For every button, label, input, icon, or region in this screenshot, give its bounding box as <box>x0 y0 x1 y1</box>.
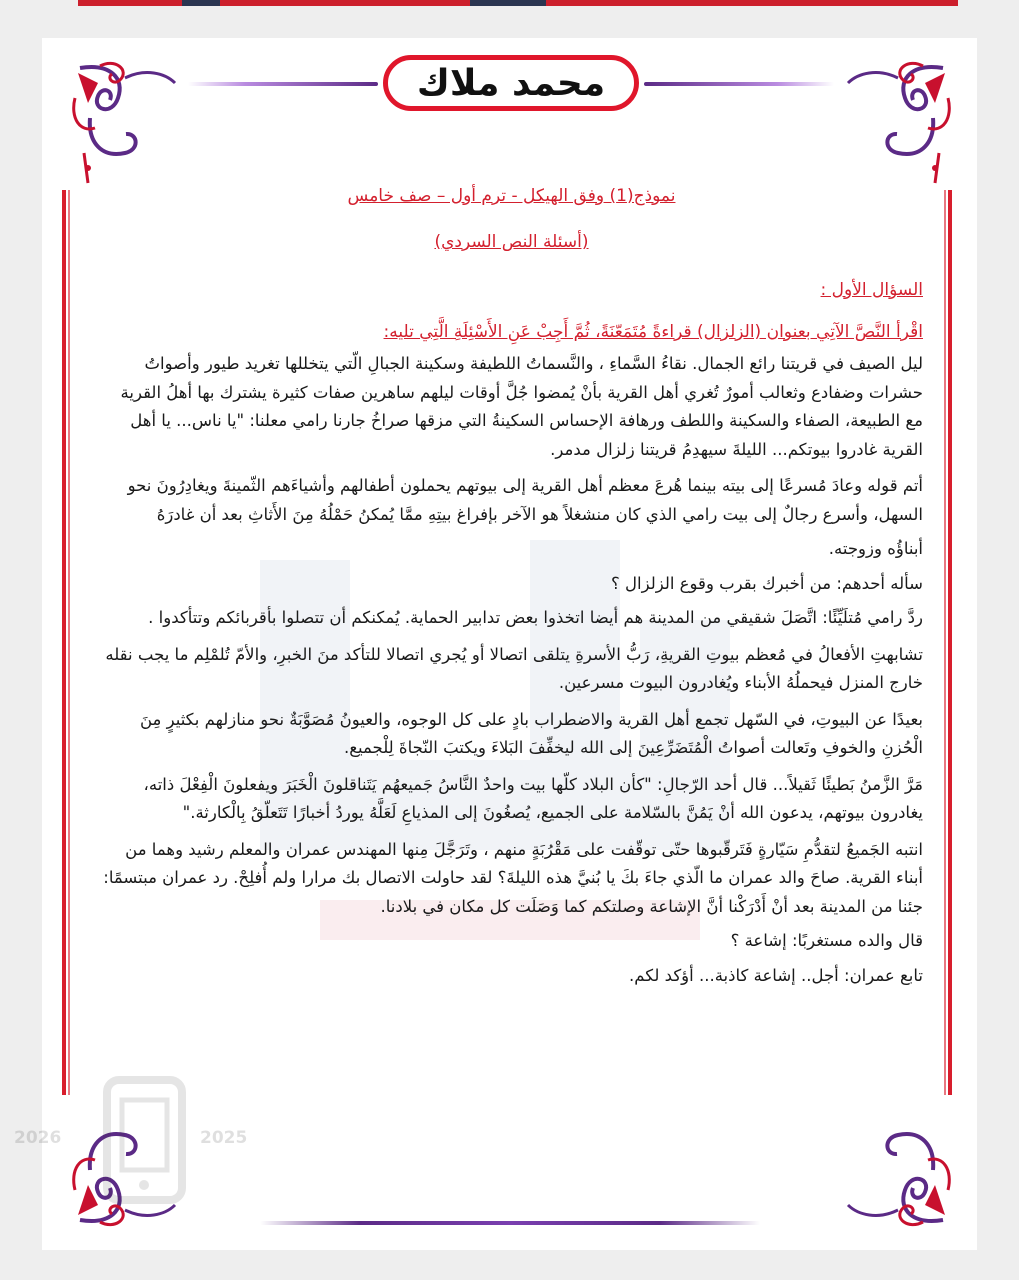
section-heading: (أسئلة النص السردي) <box>434 232 589 252</box>
bottom-right-corner-ornament <box>838 1100 953 1230</box>
frame-right-line <box>948 190 952 1095</box>
browser-top-strip <box>78 0 958 6</box>
model-heading: نموذج(1) وفق الهيكل - ترم أول – صف خامس <box>347 186 676 206</box>
story-paragraph: مَرَّ الزَّمنُ بَطيئًا ثَقيلاً... قال أحد الرّجالِ: "كأن البلاد كلّها بيت واحدٌ النَّاسُ جَميعهُم يَتَناقلونَ الْخَبَرَ ويفعلونَ الْفِعْلَ ذاته، يغادرون بيوتهم، يدعون الله أنْ يَمُنَّ بالسّلامة على الجميع، يُصغُونَ إلى المذياعِ لَعَلَّهُ يوردُ أخبارًا تَتَعلّقُ بِالْكارثة." <box>143 774 923 822</box>
top-right-corner-ornament <box>838 58 953 188</box>
story-paragraph: انتبه الجَميعُ لتقدُّمِ سَيّارةٍ فَتَرقّبوها حتّى توقّفت على مَقْرُبَةٍ منهم ، وتَرَجَّلَ مِنها المهندس عمران والمعلم رشيد وهما من أبناء القرية. صاحَ والد عمران ما الّذي جاءَ بكَ يا بُنيَّ هذه الليلةَ؟ لقد حاولت الاتصال بك مرارا ولم أُفلِحْ. رد عمران مبتسمًا: جئنا من المدينة بعد أنْ أَدْرَكْنا أنَّ الإشاعة وصلتكم كما وَصَلَت كل مكان في بلادنا. <box>103 839 923 916</box>
story-paragraph: قال والده مستغربًا: إشاعة ؟ <box>730 931 923 950</box>
top-left-corner-ornament <box>70 58 185 188</box>
top-strip-dark-segment <box>470 0 546 6</box>
author-name-badge <box>383 55 639 111</box>
story-paragraph: أتم قوله وعادَ مُسرعًا إلى بيته بينما هُرعَ معظم أهل القرية إلى بيوتهم يحملون أطفالهم وأشياءَهم الثّمينةَ ويغادِرُونَ نحو السهل، وأسرع رجالٌ إلى بيت رامي الذي كان منشغلاً هو الآخر بإفراغ بيتِهِ ممَّا يُمكنُ حَمْلُهُ مِنَ الأَثاثِ بعد أن غادرَهُ <box>127 476 923 524</box>
story-paragraph: تشابهتِ الأفعالُ في مُعظم بيوتِ القريةِ، رَبُّ الأسرةِ يتلقى اتصالا أو يُجري اتصالا للتأكد منَ الخبرِ، والأمّ تُلمْلِم ما يجب نقله خارج المنزل فيحملُهُ الأبناء ويُغادرون البيوت مسرعين. <box>105 644 923 692</box>
question-title: السؤال الأول : <box>820 280 923 300</box>
watermark-year-right: 2025 <box>200 1128 248 1148</box>
story-paragraph: سأله أحدهم: من أخبرك بقرب وقوع الزلزال ؟ <box>611 573 923 593</box>
top-left-ornament-line <box>188 82 378 86</box>
story-paragraph: ردَّ رامي مُتلَيِّئًا: اتَّصَلَ شقيقي من المدينة هم أيضا اتخذوا بعض تدابير الحماية. يُمكنكم أن تتصلوا بأقربائكم وتتأكدوا . <box>148 608 923 627</box>
reading-instruction: اقْرأ النَّصَّ الآتِي بعنوان (الزلزال) قراءةً مُتَمَعّنَةً، ثُمَّ أَجِبْ عَنِ الأَسْئِلَةِ الَّتِي تليه: <box>383 322 923 342</box>
watermark-year-left: 2026 <box>14 1128 62 1148</box>
author-name: محمد ملاك <box>416 62 606 104</box>
top-strip-dark-segment <box>182 0 220 6</box>
story-paragraph: تابع عمران: أجل.. إشاعة كاذبة... أؤكد لكم. <box>629 965 923 985</box>
story-paragraph: بعيدًا عن البيوتِ، في السّهل تجمع أهل القرية والاضطراب بادٍ على كل الوجوه، والعيونُ مُصَوَّبَةٌ نحو منازلهم بكثيرٍ مِنَ الْحُزنِ والخوفِ وتَعالت أصواتُ الْمُتَضَرِّعِينَ إلى الله ليخفِّفَ البَلاءَ ويكتبَ النّجاةَ لِلْجميع. <box>139 709 923 757</box>
document-content <box>100 186 923 990</box>
frame-right-line-inner <box>944 190 946 1095</box>
story-paragraph: ليل الصيف في قريتنا رائع الجمال. نقاءُ السَّماءِ ، والنَّسماتُ اللطيفة وسكينة الجبالِ الّتي يتخللها تغريد طيور وأصواتُ حشرات وضفادع وثعالب أمورٌ تُغري أهل القرية بأنْ يُمضوا جُلَّ أوقات ليلهم ساهرين صفات كثيرة يشترك بها أهلُ القرية مع الطبيعة، الصفاء والسكينة واللطف ورهافة الإحساس السكينةُ التي مزقها صراخُ جارنا رامي معلنا: "يا ناس... يا أهل القرية غادروا بيوتكم... الليلةَ سيهدِمُ قريتنا زلزال مدمر. <box>120 354 923 459</box>
frame-left-line <box>62 190 66 1095</box>
bottom-ornament-line <box>260 1221 760 1225</box>
watermark-phone-icon <box>12 1060 282 1270</box>
story-paragraph: أبناؤُه وزوجته. <box>828 539 923 558</box>
top-right-ornament-line <box>644 82 834 86</box>
frame-left-line-inner <box>68 190 70 1095</box>
